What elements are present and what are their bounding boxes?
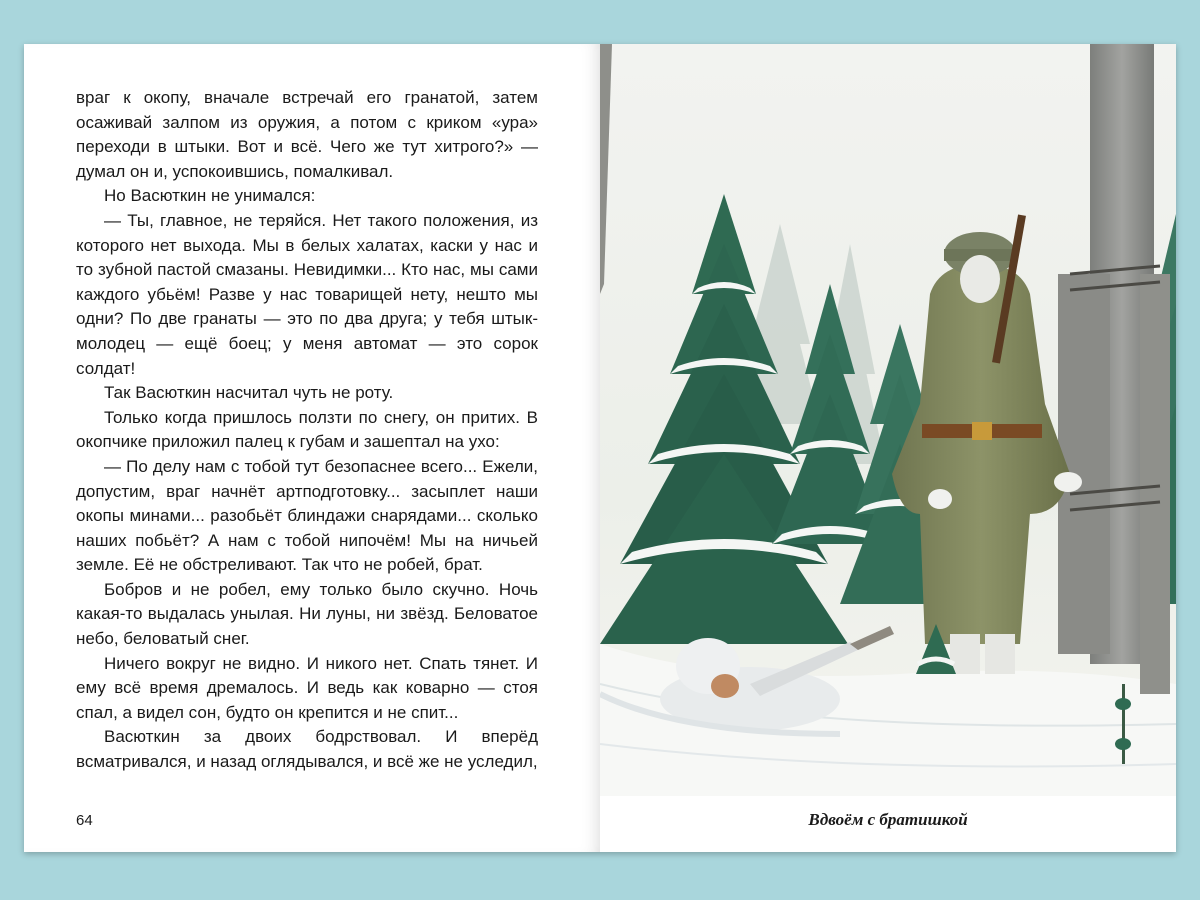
page-number: 64 [76, 812, 93, 829]
paragraph: — По делу нам с тобой тут безопаснее всего... Ежели, допустим, враг начнёт артподготовку... засыплет наши окопы минами... разобьёт блиндажи снарядами... сколько наших побьёт? А нам с тобой нипочём! Мы на ничьей земле. Её не обстреливают. Так что не робей, брат. [76, 456, 538, 575]
illustration-caption: Вдвоём с братишкой [808, 810, 968, 829]
paragraph: Васюткин за двоих бодрствовал. И вперёд всматривался, и назад оглядывался, и всё же не уследил, [76, 727, 538, 772]
paragraph: враг к окопу, вначале встречай его гранатой, затем осаживай залпом из оружия, а потом с криком «ура» переходи в штыки. Вот и всё. Чего же тут хитрого?» — думал он и, успокоившись, помалкивал. [76, 88, 538, 181]
right-page [600, 44, 1176, 852]
paragraph: — Ты, главное, не теряйся. Нет такого положения, из которого нет выхода. Мы в белых халатах, каски у нас и то зубной пастой смазаны. Невидимки... Кто нас, мы сами каждого убьём! Разве у нас товарищей нету, нешто мы одни? По две гранаты — это по два друга; у тебя штык-молодец — ещё боец; у меня автомат — это сорок солдат! [76, 210, 538, 378]
paragraph: Ничего вокруг не видно. И никого нет. Спать тянет. И ему всё время дремалось. И ведь как коварно — стоя спал, а видел сон, будто он крепится и не спит... [76, 653, 538, 722]
paragraph: Но Васюткин не унимался: [104, 186, 316, 206]
story-text [76, 86, 538, 775]
paragraph: Только когда пришлось ползти по снегу, он притих. В окопчике приложил палец к губам и зашептал на ухо: [76, 407, 538, 452]
winter-scene-illustration [600, 44, 1176, 796]
illustration [600, 44, 1176, 796]
left-page [24, 44, 600, 852]
paragraph: Бобров и не робел, ему только было скучно. Ночь какая-то выдалась унылая. Ни луны, ни звёзд. Беловатое небо, беловатый снег. [76, 579, 538, 649]
paragraph: Так Васюткин насчитал чуть не роту. [104, 383, 394, 403]
book-spread [24, 44, 1176, 852]
